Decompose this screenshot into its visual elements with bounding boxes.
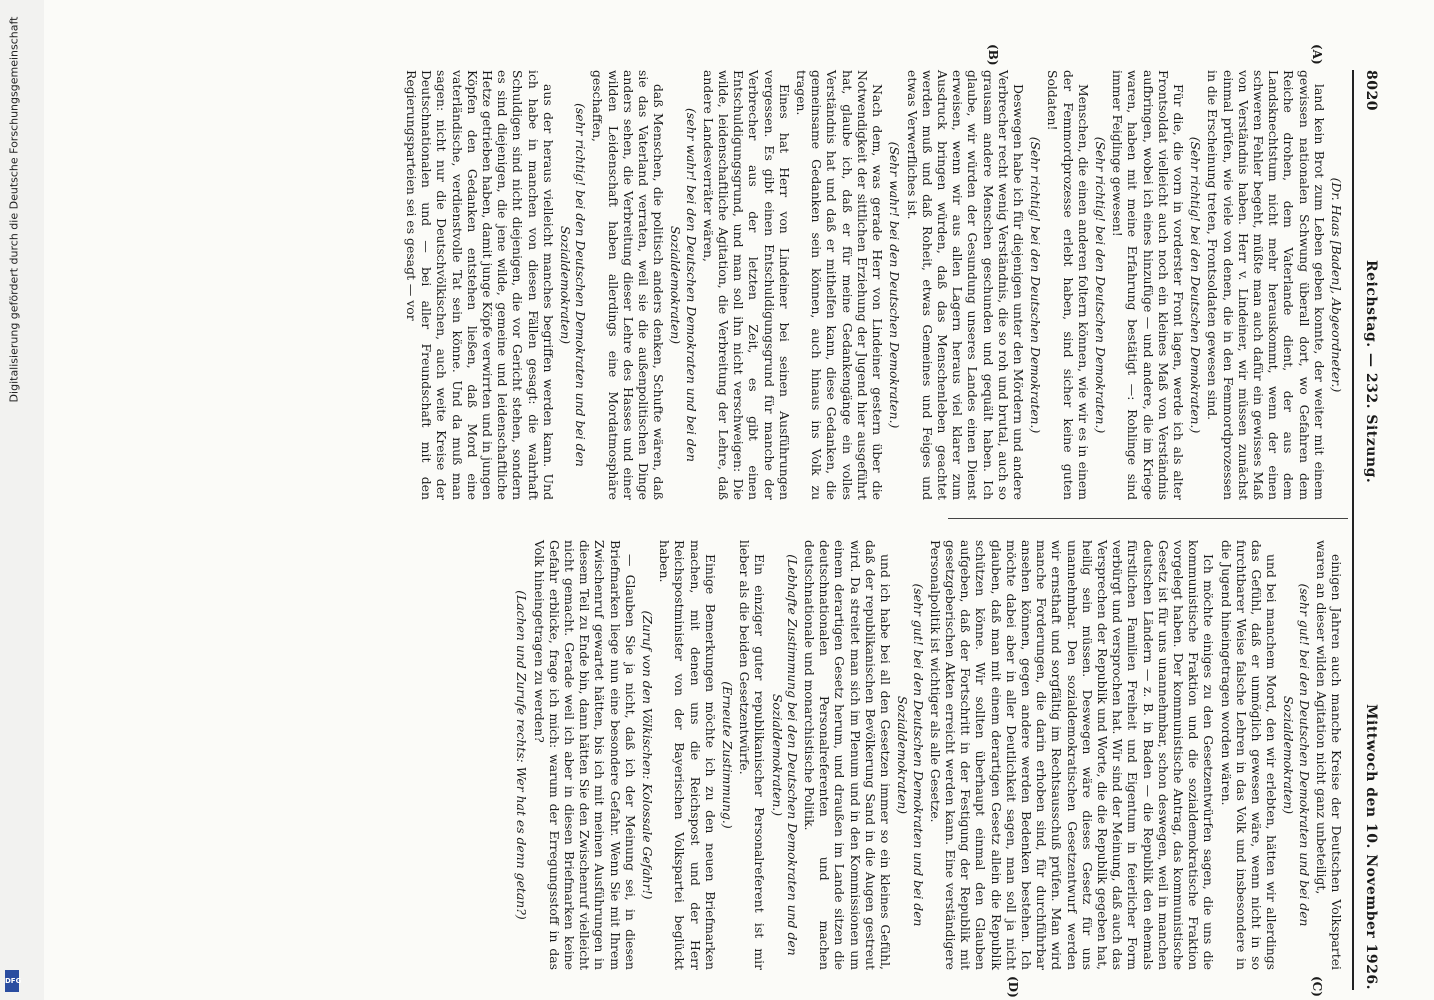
speech-paragraph: Menschen, die einen anderen foltern können, wie wir es in einem der Femmordprozesse erlebt haben, sind sicher keine guten Soldaten! xyxy=(1045,70,1091,500)
page-header xyxy=(1354,70,1380,990)
speech-paragraph: Ich möchte einiges zu den Gesetzentwürfen sagen, die uns die kommunistische Fraktion und die sozialdemokratische Fraktion vorgelegt haben. Der kommunistische Antrag, das kommunistische Gesetz ist für uns unannehmbar, schon deswegen, weil in manchen deutschen Ländern — z. B. in Baden — die Republik den ehemals fürstlichen Familien Freiheit und Eigentum in feierlicher Form verbürgt und versprochen hat. Wir sind der Meinung, daß auch das Versprechen der Republik und Worte, die die Republik gegeben hat, heilig sein müssen. Deswegen wäre dieses Gesetz für uns unannehmbar. Den sozialdemokratischen Gesetzentwurf werden wir ernsthaft und sorgfältig im Rechtsausschuß prüfen. Man wird manche Forderungen, die darin erhoben sind, für durchführbar ansehen können, gegen andere werden Bedenken bestehen. Ich möchte dabei aber in aller Deutlichkeit sagen, man soll ja nicht glauben, daß man mit einem derartigen Gesetz allein die Republik schützen könne. Wir sollten überhaupt einmal den Glauben aufgeben, daß der Fortschritt in der Festigung der Republik mit gesetzgeberischen Akten erreicht werden kann. Eine verständigere Personalpolitik ist wichtiger als alle Gesetze. xyxy=(927,540,1217,970)
speech-paragraph: und ich habe bei all den Gesetzen immer so ein kleines Gefühl, daß der republikanischen Bevölkerung Sand in die Augen gestreut wird. Da streitet man sich im Plenum und in den Kommissionen um einem derartigen Gesetz herum, und draußen im Lande sitzen die deutschnationalen Personalreferenten und machen deutschnationale und monarchistische Politik. xyxy=(802,540,894,970)
parliamentary-interjection: (Sehr wahr! bei den Deutschen Demokraten.) xyxy=(887,141,903,429)
parliamentary-interjection: (sehr richtig! bei den Deutschen Demokraten und bei den Sozialdemokraten) xyxy=(558,103,589,467)
speech-paragraph: Deswegen habe ich für diejenigen unter den Mördern und andere Verbrecher recht wenig Verständnis, die so roh und brutal, auch so grausam andere Menschen geschunden und gequält haben. Ich glaube, wir würden der Gesundung unseres Landes einen Dienst erweisen, wenn wir aus allen Lagern heraus viel klarer zum Ausdruck bringen würden, daß das Menschenleben geachtet werden muß und daß Roheit, etwas Gemeines und Feiges und etwas Verwerfliches ist. xyxy=(904,70,1026,500)
digitization-credit xyxy=(4,0,22,1000)
rotated-page-content xyxy=(90,44,1380,998)
parliamentary-interjection: (Dr. Haas [Baden], Abgeordneter.) xyxy=(1329,177,1344,393)
parliamentary-interjection: (sehr gut! bei den Deutschen Demokraten und bei den Sozialdemokraten) xyxy=(895,583,926,927)
speech-paragraph: Eines hat Herr von Lindeiner bei seinen Ausführungen vergessen. Es gibt einen Entschuldigungsgrund für manche der Verbrecher aus der letzten Zeit, es gibt einen Entschuldigungsgrund, und man soll ihn nicht verschweigen: Die wilde, leidenschaftliche Agitation, die Verbreitung der Lehre, daß andere Landesverräter wären, xyxy=(700,70,792,500)
margin-marker-b: (B) xyxy=(986,44,1000,66)
page-number: 8020 xyxy=(1363,70,1379,111)
parliamentary-interjection: (sehr wahr! bei den Deutschen Demokraten und bei den Sozialdemokraten) xyxy=(668,107,699,463)
parliamentary-interjection: (Lachen und Zurufe rechts: Wer hat es denn getan?) xyxy=(514,590,530,920)
parliamentary-interjection: (Zuruf von den Völkischen: Kolossale Gefahr!) xyxy=(640,610,656,900)
margin-marker-c: (C) xyxy=(1310,976,1324,997)
header-date: Mittwoch den 10. November 1926. xyxy=(1363,704,1379,990)
speech-paragraph: einigen Jahren auch manche Kreise der Deutschen Volkspartei waren an dieser wilden Agitation nicht ganz unbeteiligt, xyxy=(1313,540,1344,970)
speech-paragraph: Nach dem, was gerade Herr von Lindeiner gestern über die Notwendigkeit der sittlichen Erziehung der Jugend hier ausgeführt hat, glaube ich, daß er für meine Gedankengänge ein volles Verständnis hat und daß er mithelfen kann, diese Gedanken, die gemeinsame Gedanken sein können, auch hinaus ins Volk zu tragen. xyxy=(794,70,886,500)
speech-paragraph: daß Menschen, die politisch anders denken, Schufte wären, daß sie das Vaterland verraten, weil sie die außenpolitischen Dinge anders sehen, die Verbreitung dieser Lehre des Hasses und einer wilden Leidenschaft haben allerdings eine Mordatmosphäre geschaffen, xyxy=(590,70,667,500)
column-divider xyxy=(948,518,1348,519)
speech-paragraph: land kein Brot zum Leben geben konnte, der weiter mit einem gewissen nationalen Schwung überall dort, wo Gefahren dem Reiche drohen, dem Vaterlande dient, der aus dem Landsknechtstum nicht mehr herauskommt, wenn der einen schweren Fehler begeht, müßte man auch dafür ein gewisses Maß von Verständnis haben. Herr v. Lindeiner, wir müssen zunächst einmal prüfen, wie viele von denen, die in den Femmordprozessen in die Erscheinung treten, Frontsoldaten gewesen sind. xyxy=(1205,70,1327,500)
right-column xyxy=(512,540,1344,970)
scanned-page xyxy=(44,0,1434,1000)
margin-marker-a: (A) xyxy=(1310,44,1324,65)
dfg-logo: DFG xyxy=(5,970,19,992)
parliamentary-interjection: — Glauben Sie ja nicht, daß ich der Meinung sei, in diesen Briefmarken liege nun eine besondere Gefahr. Wenn Sie mit Ihrem Zwischenruf gewartet hätten, bis ich mit meinen Ausführungen in diesem Teil zu Ende bin, dann hätten Sie den Zwischenruf vielleicht nicht gemacht. Gerade weil ich aber in diesen Briefmarken keine Gefahr erblicke, frage ich mich: warum der Erregungsstoff in das Volk hineingetragen zu werden? xyxy=(531,540,638,970)
parliamentary-interjection: (Sehr richtig! bei den Deutschen Demokraten.) xyxy=(1092,136,1108,434)
parliamentary-interjection: (Sehr richtig! bei den Deutschen Demokraten.) xyxy=(1188,136,1204,434)
credit-text: Digitalisierung gefördert durch die Deutsche Forschungsgemeinschaft xyxy=(7,16,21,403)
speech-paragraph: Für die, die vorn in vorderster Front lagen, werde ich als alter Frontsoldat vielleicht auch noch ein kleines Maß von Verständnis aufbringen, wobei ich eines hinzufüge — und andere, die im Kriege waren, haben mit meine Erfahrung bestätigt —: Rohlinge sind immer Feiglinge gewesen! xyxy=(1110,70,1186,500)
speech-paragraph: Ein einziger guter republikanischer Personalreferent ist mir lieber als die beiden Gesetzentwürfe. xyxy=(737,540,768,970)
speech-paragraph: Einige Bemerkungen möchte ich zu den neuen Briefmarken machen, mit denen uns die Reichspost und der Herr Reichspostminister von der Bayerischen Volkspartei beglückt haben. xyxy=(657,540,718,970)
parliamentary-interjection: (Sehr richtig! bei den Deutschen Demokraten.) xyxy=(1028,136,1044,434)
header-rule xyxy=(1352,70,1354,990)
header-session: Reichstag. — 232. Sitzung. xyxy=(1363,260,1379,484)
parliamentary-interjection: (Lebhafte Zustimmung bei den Deutschen Demokraten und den Sozialdemokraten.) xyxy=(769,554,800,956)
speech-paragraph: aus der heraus vielleicht manches begriffen werden kann. Und ich habe in manchen von diesen Fällen gesagt: die wahrhaft Schuldigen sind nicht diejenigen, die vor Gericht stehen, sondern es sind diejenigen, die jene wilde, gemeine und leidenschaftliche Hetze getrieben haben, damit junge Köpfe verwirrten und in jungen Köpfen den Gedanken entstehen ließen, daß Mord eine vaterländische, verdienstvolle Tat sein könne. Und da muß man sagen: nicht nur die Deutschvölkischen, auch weite Kreise der Deutschnationalen und — bei aller Freundschaft mit den Regierungsparteien sei es gesagt — vor xyxy=(404,70,556,500)
margin-marker-d: (D) xyxy=(1006,976,1020,998)
parliamentary-interjection: (Erneute Zustimmung.) xyxy=(720,681,736,829)
parliamentary-interjection: (sehr gut! bei den Deutschen Demokraten und bei den Sozialdemokraten) xyxy=(1281,583,1312,927)
speech-paragraph: und bei manchem Mord, den wir erlebten, hätten wir allerdings das Gefühl, daß er unmöglich gewesen wäre, wenn nicht in so furchtbarer Weise falsche Lehren in das Volk und insbesondere in die Jugend hineingetragen worden wären. xyxy=(1218,540,1280,970)
left-column xyxy=(402,70,1344,500)
